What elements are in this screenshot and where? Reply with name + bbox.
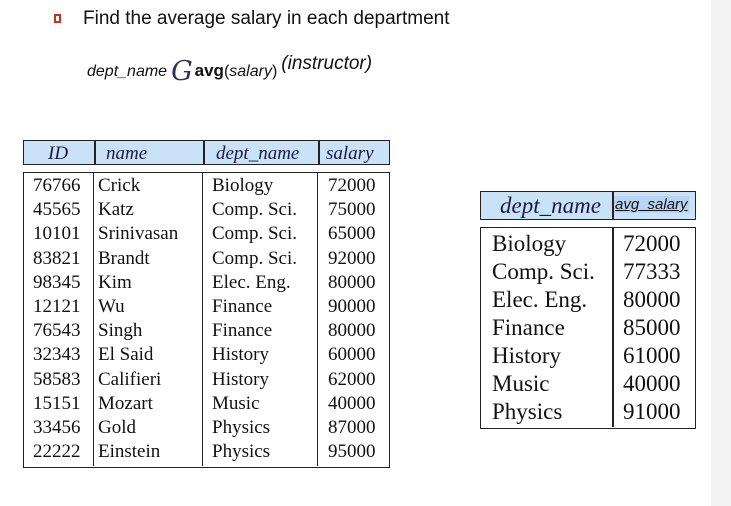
instructor-body-divider xyxy=(202,173,204,466)
instructor-cell-name: Singh xyxy=(98,320,143,342)
result-cell-avg-salary: 80000 xyxy=(623,287,681,312)
instructor-body-divider xyxy=(93,173,95,466)
instructor-cell-dept-name: Finance xyxy=(212,320,273,342)
instructor-cell-dept-name: History xyxy=(212,368,269,390)
result-cell-avg-salary: 85000 xyxy=(623,315,681,340)
instructor-table-header xyxy=(23,140,390,165)
instructor-cell-name: Crick xyxy=(98,175,141,196)
expr-open-paren: ( xyxy=(223,63,230,80)
instructor-cell-salary: 80000 xyxy=(328,271,376,293)
instructor-cell-id: 83821 xyxy=(33,247,81,269)
instructor-cell-id: 98345 xyxy=(33,271,81,293)
instructor-cell-salary: 72000 xyxy=(328,175,376,196)
instructor-cell-salary: 65000 xyxy=(328,223,376,245)
result-cell-dept-name: Comp. Sci. xyxy=(492,259,595,284)
instructor-cell-dept-name: History xyxy=(212,344,269,366)
instructor-cell-dept-name: Finance xyxy=(212,296,273,317)
instructor-cell-salary: 40000 xyxy=(328,392,376,414)
instructor-table xyxy=(23,140,390,468)
instructor-table-body xyxy=(23,172,390,468)
bullet-icon xyxy=(54,14,61,23)
instructor-cell-id: 58583 xyxy=(33,368,81,390)
instructor-cell-id: 76766 xyxy=(33,175,81,196)
result-table-header xyxy=(480,191,696,220)
instructor-header-divider xyxy=(203,141,205,165)
result-header-divider xyxy=(612,192,614,219)
result-cell-avg-salary: 72000 xyxy=(623,231,681,256)
instructor-cell-id: 76543 xyxy=(33,320,81,342)
aggregation-expression xyxy=(87,52,373,87)
result-cell-dept-name: Physics xyxy=(492,399,563,424)
instructor-header-divider xyxy=(318,141,320,165)
result-cell-dept-name: Biology xyxy=(492,231,567,256)
instructor-cell-salary: 95000 xyxy=(328,441,376,463)
expr-arg: salary xyxy=(229,63,272,80)
result-col-dept-name: dept_name xyxy=(500,193,601,218)
instructor-cell-dept-name: Physics xyxy=(212,441,271,463)
instructor-cell-name: Mozart xyxy=(98,392,153,414)
instructor-col-name: name xyxy=(106,143,148,164)
result-cell-avg-salary: 40000 xyxy=(623,371,681,396)
instructor-cell-dept-name: Biology xyxy=(212,175,274,196)
instructor-cell-name: Kim xyxy=(98,271,132,293)
instructor-cell-salary: 80000 xyxy=(328,320,376,342)
result-cell-avg-salary: 91000 xyxy=(623,399,681,424)
instructor-cell-salary: 75000 xyxy=(328,199,376,221)
instructor-cell-name: Srinivasan xyxy=(98,223,179,245)
instructor-cell-name: Wu xyxy=(98,296,125,317)
instructor-cell-dept-name: Music xyxy=(212,392,260,414)
instructor-cell-id: 45565 xyxy=(33,199,81,221)
instructor-cell-id: 22222 xyxy=(33,441,81,463)
result-table-body xyxy=(480,227,696,429)
instructor-cell-name: Brandt xyxy=(98,247,150,269)
instructor-cell-salary: 60000 xyxy=(328,344,376,366)
instructor-col-salary: salary xyxy=(326,143,374,164)
instructor-cell-dept-name: Comp. Sci. xyxy=(212,247,297,269)
instructor-header-divider xyxy=(94,141,96,165)
instructor-cell-name: Einstein xyxy=(98,441,161,463)
instructor-cell-name: Gold xyxy=(98,417,136,438)
g-symbol-icon: G xyxy=(171,56,193,87)
result-col-avg-salary: avg_salary xyxy=(615,196,688,213)
expr-group-attr: dept_name xyxy=(87,63,168,80)
expr-close-paren: ) xyxy=(271,63,278,80)
instructor-cell-salary: 90000 xyxy=(328,296,376,317)
instructor-cell-dept-name: Comp. Sci. xyxy=(212,199,297,221)
result-cell-dept-name: Music xyxy=(492,371,550,396)
instructor-cell-dept-name: Elec. Eng. xyxy=(212,271,291,293)
instructor-col-id: ID xyxy=(48,143,69,164)
result-cell-dept-name: Finance xyxy=(492,315,565,340)
result-cell-avg-salary: 77333 xyxy=(623,259,681,284)
result-cell-dept-name: Elec. Eng. xyxy=(492,287,588,312)
result-body-divider xyxy=(612,228,614,427)
instructor-cell-name: Katz xyxy=(98,199,134,221)
instructor-cell-dept-name: Comp. Sci. xyxy=(212,223,297,245)
result-cell-dept-name: History xyxy=(492,343,561,368)
instructor-body-divider xyxy=(317,173,319,466)
instructor-cell-name: Califieri xyxy=(98,368,162,390)
instructor-cell-id: 10101 xyxy=(33,223,81,245)
result-cell-avg-salary: 61000 xyxy=(623,343,681,368)
instructor-cell-id: 33456 xyxy=(33,417,81,438)
instructor-cell-salary: 87000 xyxy=(328,417,376,438)
expr-relation: (instructor) xyxy=(281,53,373,74)
instructor-cell-name: El Said xyxy=(98,344,154,366)
instructor-cell-id: 12121 xyxy=(33,296,81,317)
right-edge-strip xyxy=(711,0,731,506)
instructor-cell-dept-name: Physics xyxy=(212,417,271,438)
instructor-cell-salary: 62000 xyxy=(328,368,376,390)
slide-heading: Find the average salary in each department xyxy=(83,8,450,29)
expr-func: avg xyxy=(194,61,224,80)
instructor-cell-id: 32343 xyxy=(33,344,81,366)
result-table xyxy=(480,191,696,429)
instructor-col-dept-name: dept_name xyxy=(216,143,300,164)
instructor-cell-salary: 92000 xyxy=(328,247,376,269)
instructor-cell-id: 15151 xyxy=(33,392,81,414)
